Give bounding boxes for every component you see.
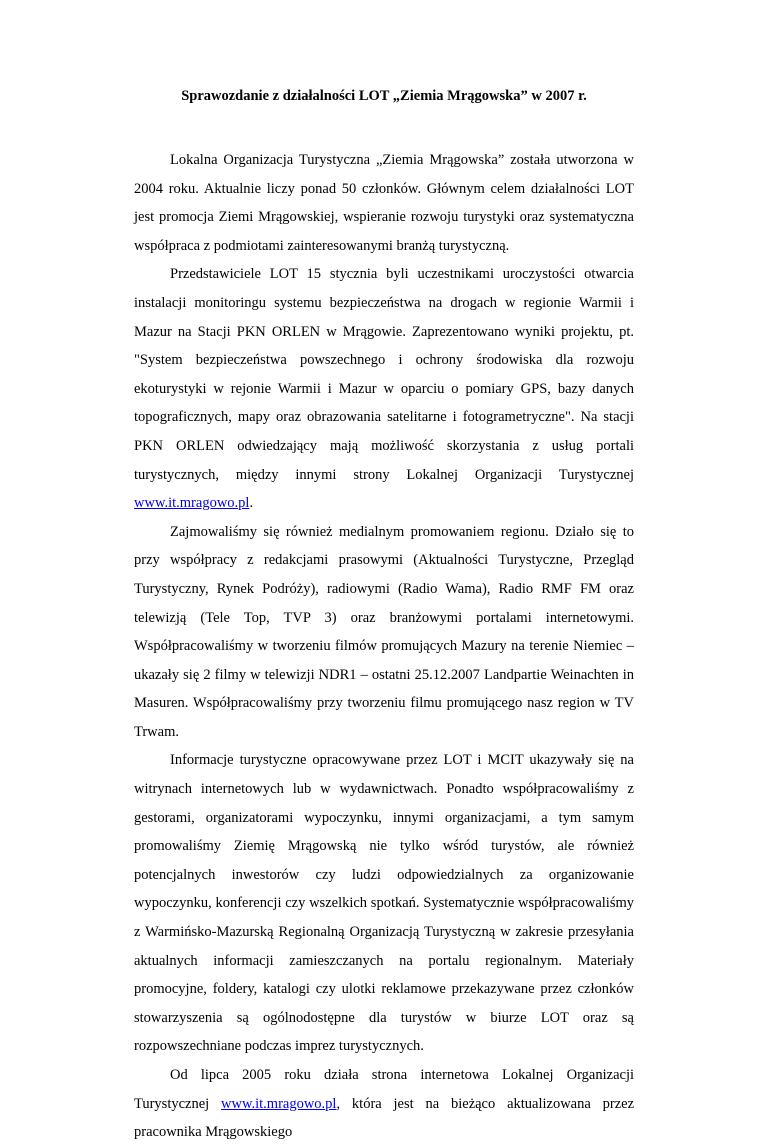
paragraph-1 <box>134 146 634 260</box>
paragraph-3 <box>134 518 634 747</box>
paragraph-text: Lokalna Organizacja Turystyczna „Ziemia Mrągowska” została utworzona w 2004 roku. Aktualnie liczy ponad 50 członków. Głównym celem działalności LOT jest promocja Ziemi Mrągowskiej, wspieranie rozwoju turystyki oraz systematyczna współpraca z podmiotami zainteresowanymi branżą turystyczną. <box>134 152 634 254</box>
paragraph-text: Zajmowaliśmy się również medialnym promowaniem regionu. Działo się to przy współpracy z redakcjami prasowymi (Aktualności Turystyczne, Przegląd Turystyczny, Rynek Podróży), radiowymi (Radio Wama), Radio RMF FM oraz telewizją (Tele Top, TVP 3) oraz branżowymi portalami internetowymi. Współpracowaliśmy w tworzeniu filmów promujących Mazury na terenie Niemiec – ukazały się 2 filmy w telewizji NDR1 – ostatni 25.12.2007 Landpartie Weinachten in Masuren. Współpracowaliśmy przy tworzeniu filmu promującego nasz region w TV Trwam. <box>134 523 634 740</box>
document-body <box>134 146 634 1147</box>
website-link[interactable]: www.it.mragowo.pl <box>134 495 250 512</box>
paragraph-text: Przedstawiciele LOT 15 stycznia byli uczestnikami uroczystości otwarcia instalacji monitoringu systemu bezpieczeństwa na drogach w regionie Warmii i Mazur na Stacji PKN ORLEN w Mrągowie. Zaprezentowano wyniki projektu, pt. "System bezpieczeństwa powszechnego i ochrony środowiska dla rozwoju ekoturystyki w rejonie Warmii i Mazur w oparciu o pomiary GPS, bazy danych topograficznych, mapy oraz obrazowania satelitarne i fotogrametryczne". Na stacji PKN ORLEN odwiedzający mają możliwość skorzystania z usług portali turystycznych, między innymi strony Lokalnej Organizacji Turystycznej <box>134 266 634 483</box>
document-title: Sprawozdanie z działalności LOT „Ziemia Mrągowska” w 2007 r. <box>181 88 587 104</box>
paragraph-2 <box>134 260 634 517</box>
paragraph-text: Informacje turystyczne opracowywane przez LOT i MCIT ukazywały się na witrynach internetowych lub w wydawnictwach. Ponadto współpracowaliśmy z gestorami, organizatorami wypoczynku, innymi organizacjami, a tym samym promowaliśmy Ziemię Mrągowską nie tylko wśród turystów, ale również potencjalnych inwestorów czy ludzi odpowiedzialnych za organizowanie wypoczynku, konferencji czy wszelkich spotkań. Systematycznie współpracowaliśmy z Warmińsko-Mazurską Regionalną Organizacją Turystyczną w zakresie przesyłania aktualnych informacji zamieszczanych na portalu regionalnym. Materiały promocyjne, foldery, katalogi czy ulotki reklamowe przekazywane przez członków stowarzyszenia są ogólnodostępne dla turystów w biurze LOT oraz są rozpowszechniane podczas imprez turystycznych. <box>134 752 634 1055</box>
paragraph-5 <box>134 1061 634 1147</box>
paragraph-4 <box>134 746 634 1061</box>
paragraph-text-after: , która jest na bieżąco aktualizowana przez pracownika Mrągowskiego <box>134 1095 635 1141</box>
website-link[interactable]: www.it.mragowo.pl <box>221 1095 337 1112</box>
paragraph-text-after: . <box>249 495 254 512</box>
paragraph-text: Od lipca 2005 roku działa strona internetowa Lokalnej Organizacji Turystycznej <box>134 1067 634 1112</box>
